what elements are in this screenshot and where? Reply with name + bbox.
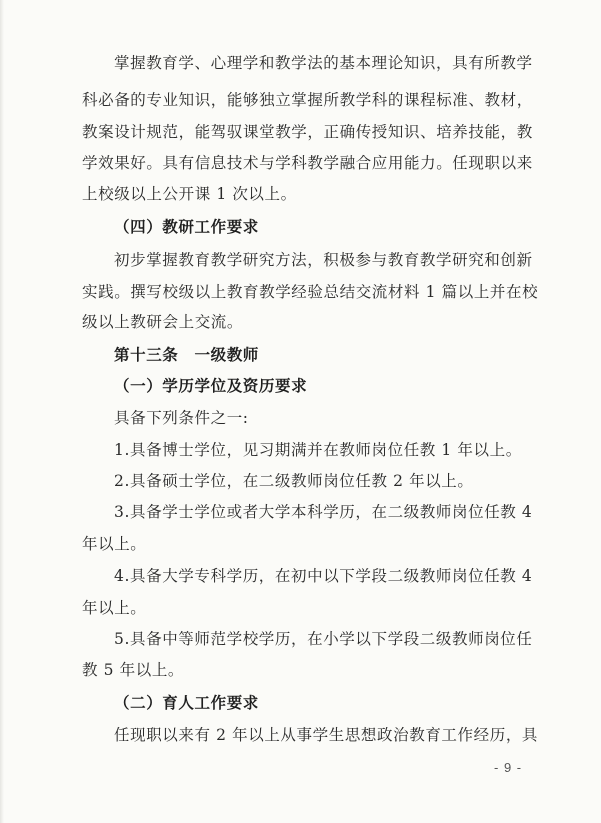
text-line: 学效果好。具有信息技术与学科教学融合应用能力。任现职以来 bbox=[82, 154, 533, 172]
list-item-continuation: 教 5 年以上。 bbox=[82, 661, 185, 679]
list-item: 4.具备大学专科学历，在初中以下学段二级教师岗位任教 4 bbox=[114, 567, 533, 585]
article-heading: 第十三条 一级教师 bbox=[114, 345, 259, 364]
scan-edge-shadow bbox=[0, 0, 4, 823]
text-line: 教案设计规范，能驾驭课堂教学，正确传授知识、培养技能，教 bbox=[82, 123, 533, 141]
list-item: 1.具备博士学位，见习期满并在教师岗位任教 1 年以上。 bbox=[114, 441, 522, 459]
text-line: 任现职以来有 2 年以上从事学生思想政治教育工作经历，具 bbox=[114, 726, 539, 744]
text-line: 级以上教研会上交流。 bbox=[82, 313, 244, 331]
text-line: 掌握教育学、心理学和教学法的基本理论知识，具有所教学 bbox=[114, 54, 533, 72]
text-line: 上校级以上公开课 1 次以上。 bbox=[82, 185, 297, 203]
text-line: 实践。撰写校级以上教育教学经验总结交流材料 1 篇以上并在校 bbox=[82, 283, 539, 301]
text-line: 初步掌握教育教学研究方法，积极参与教育教学研究和创新 bbox=[114, 251, 533, 269]
section-heading-moral: （二）育人工作要求 bbox=[114, 693, 259, 712]
list-item: 2.具备硕士学位，在二级教师岗位任教 2 年以上。 bbox=[114, 472, 474, 490]
section-heading-education: （一）学历学位及资历要求 bbox=[114, 376, 308, 395]
list-item: 3.具备学士学位或者大学本科学历，在二级教师岗位任教 4 bbox=[114, 503, 533, 521]
section-heading-research: （四）教研工作要求 bbox=[114, 217, 259, 236]
list-item: 5.具备中等师范学校学历，在小学以下学段二级教师岗位任 bbox=[114, 630, 533, 648]
list-item-continuation: 年以上。 bbox=[82, 599, 147, 617]
conditions-intro: 具备下列条件之一: bbox=[114, 409, 249, 427]
page-number: - 9 - bbox=[494, 760, 523, 775]
list-item-continuation: 年以上。 bbox=[82, 535, 147, 553]
text-line: 科必备的专业知识，能够独立掌握所教学科的课程标准、教材， bbox=[82, 91, 533, 109]
